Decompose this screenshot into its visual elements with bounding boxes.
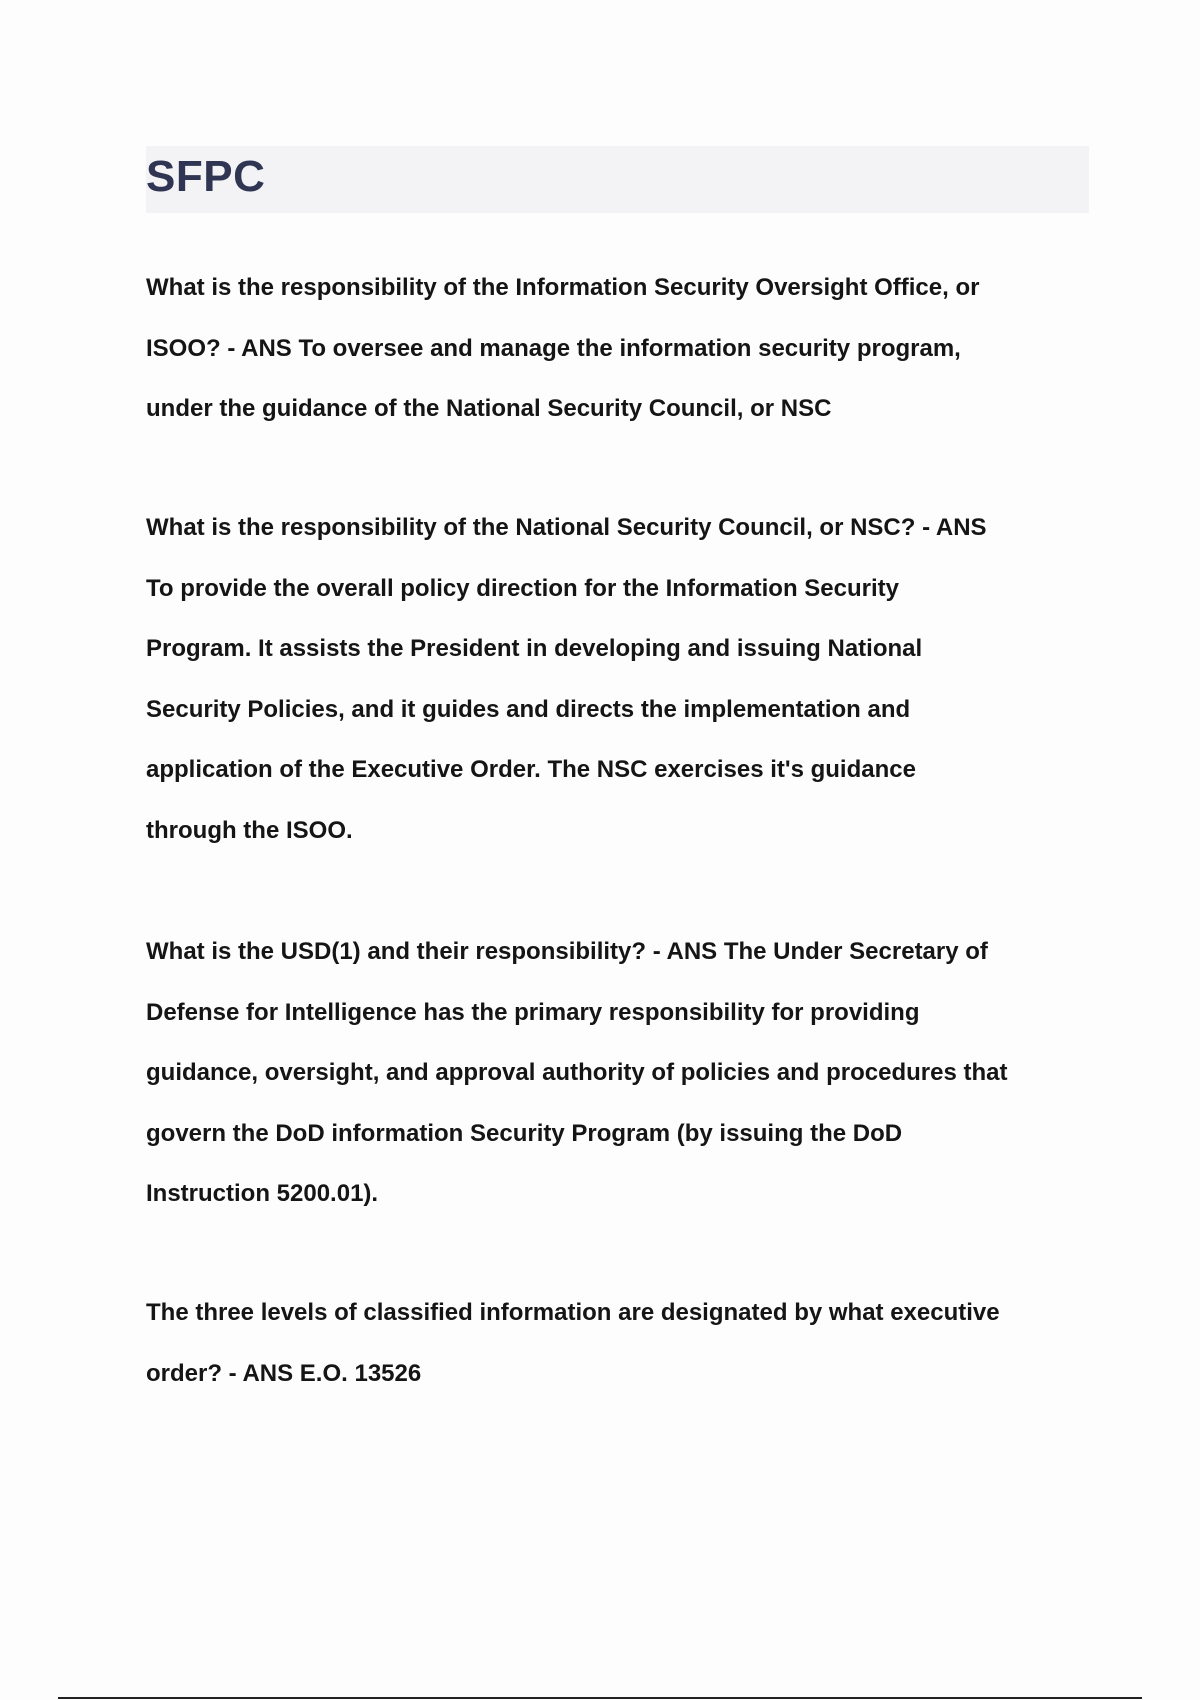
title-bar	[146, 146, 1089, 213]
qa-item-2-line-1: What is the responsibility of the National Security Council, or NSC? - ANS	[146, 514, 987, 541]
qa-item-2-line-2: To provide the overall policy direction for the Information Security	[146, 574, 899, 602]
qa-item-3-line-4: govern the DoD information Security Program (by issuing the DoD	[146, 1119, 903, 1147]
qa-item-1	[146, 258, 1096, 440]
qa-item-2-line-6: through the ISOO.	[146, 816, 353, 844]
page-title: SFPC	[146, 152, 266, 201]
qa-item-2-line-3: Program. It assists the President in developing and issuing National	[146, 635, 923, 663]
qa-item-1-line-3: under the guidance of the National Security Council, or NSC	[146, 395, 832, 423]
qa-item-3-line-2: Defense for Intelligence has the primary responsibility for providing	[146, 998, 920, 1026]
qa-item-1-line-1: What is the responsibility of the Information Security Oversight Office, or	[146, 274, 980, 301]
qa-item-3-line-5: Instruction 5200.01).	[146, 1180, 379, 1208]
qa-item-3-line-3: guidance, oversight, and approval authority of policies and procedures that	[146, 1059, 1008, 1087]
qa-item-3	[146, 922, 1096, 1225]
qa-item-4-line-1: The three levels of classified information are designated by what executive	[146, 1299, 1000, 1326]
qa-item-2	[146, 498, 1096, 862]
qa-item-3-line-1: What is the USD(1) and their responsibility? - ANS The Under Secretary of	[146, 938, 988, 965]
qa-item-4	[146, 1283, 1096, 1404]
qa-item-4-line-2: order? - ANS E.O. 13526	[146, 1359, 422, 1387]
qa-item-2-line-5: application of the Executive Order. The NSC exercises it's guidance	[146, 756, 916, 784]
qa-item-1-line-2: ISOO? - ANS To oversee and manage the information security program,	[146, 334, 961, 362]
qa-item-2-line-4: Security Policies, and it guides and directs the implementation and	[146, 695, 911, 723]
footer-divider	[58, 1697, 1142, 1699]
